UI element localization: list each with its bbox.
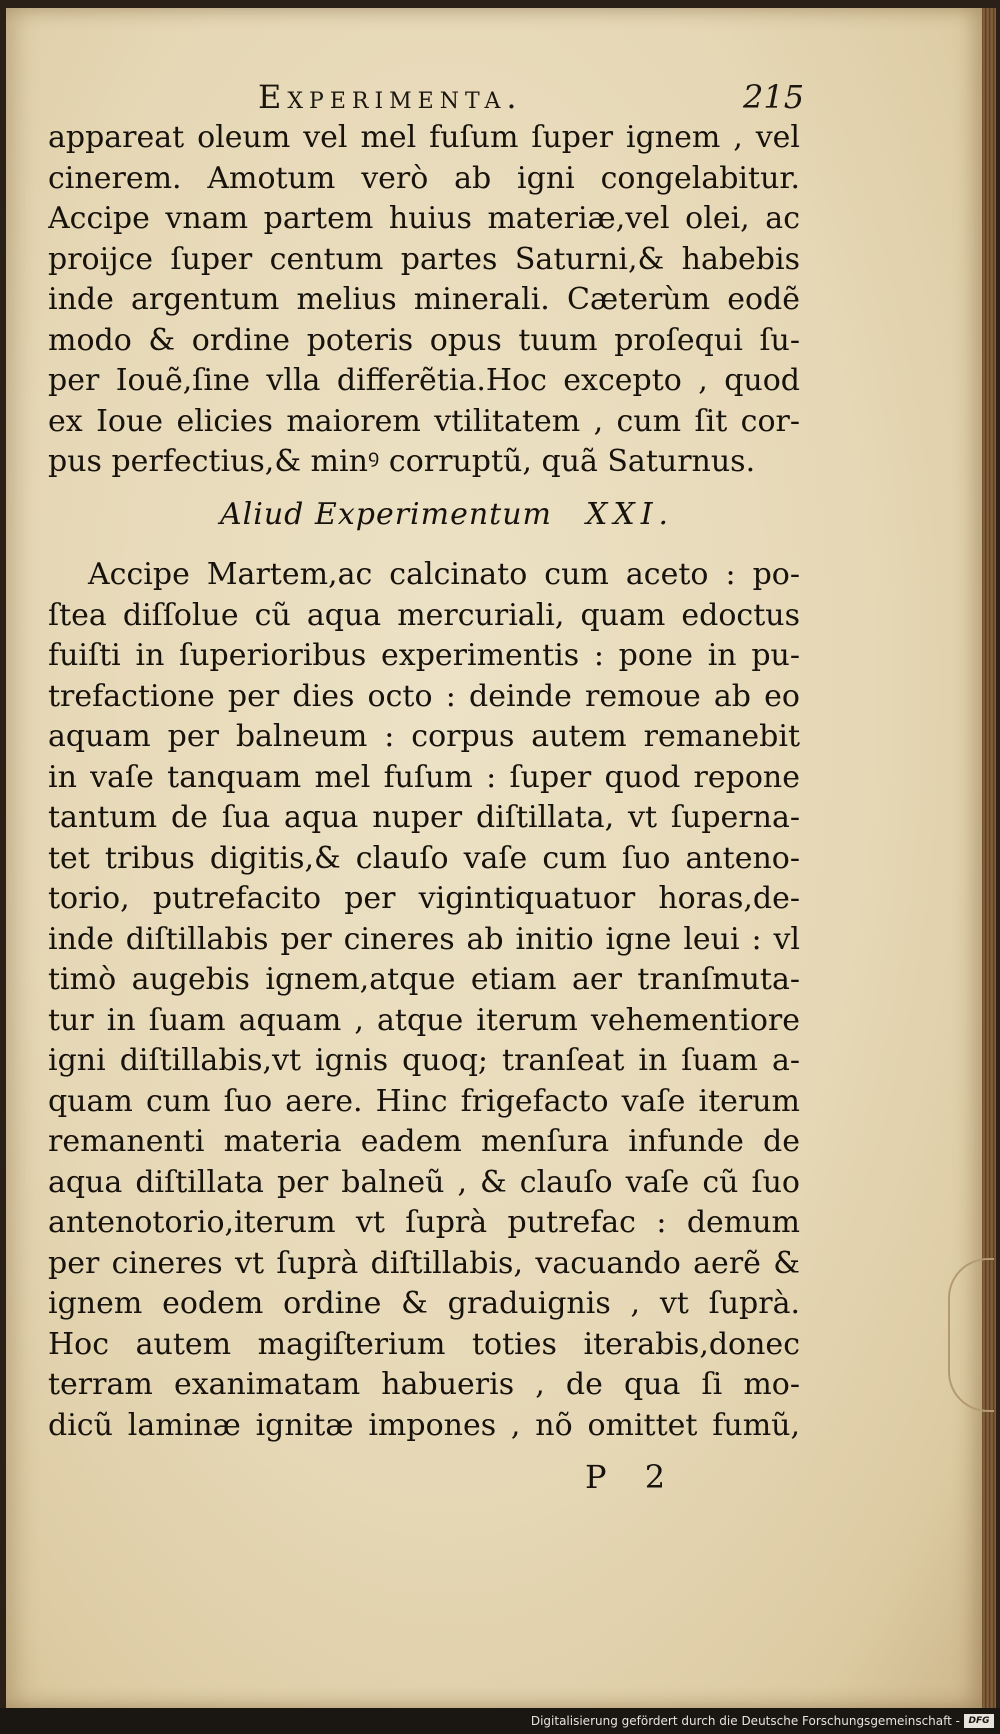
text-line: quam cum ſuo aere. Hinc frigefacto vaſe iterum <box>48 1083 800 1119</box>
text-line: per Iouẽ,ſine vlla differẽtia.Hoc excepto , quod <box>48 363 800 398</box>
running-head: Experimenta. <box>258 78 523 116</box>
text-line: timò augebis ignem,atque etiam aer tranſmuta- <box>48 962 800 997</box>
text-line: antenotorio,iterum vt ſuprà putrefac : demum <box>48 1205 800 1240</box>
text-line: igni diſtillabis,vt ignis quoq; tranſeat in ſuam a- <box>48 1043 800 1078</box>
page-curl-mark <box>948 1258 994 1412</box>
text-line: remanenti materia eadem menſura infunde de <box>48 1124 800 1159</box>
text-line: torio, putrefacito per vigintiquatuor horas,de- <box>48 881 800 916</box>
text-line: Hoc autem magiſterium toties iterabis,donec <box>48 1326 800 1362</box>
text-line: per cineres vt ſuprà diſtillabis, vacuando aerẽ & <box>48 1245 800 1281</box>
text-line: inde argentum melius minerali. Cæterùm eodẽ <box>48 282 800 317</box>
text-line: proijce ſuper centum partes Saturni,& habebis <box>48 241 800 277</box>
text-line: tur in ſuam aquam , atque iterum vehementiore <box>48 1002 800 1038</box>
text-line: Accipe Martem,ac calcinato cum aceto : po- <box>88 557 800 592</box>
signature-mark: P 2 <box>585 1458 680 1496</box>
text-line: Accipe vnam partem huius materiæ,vel olei, ac <box>48 201 800 236</box>
text-line: cinerem. Amotum verò ab igni congelabitur. <box>48 160 800 196</box>
text-line: terram exanimatam habueris , de qua ſi mo- <box>48 1367 800 1402</box>
text-line: tet tribus digitis,& clauſo vaſe cum ſuo anteno- <box>48 840 800 876</box>
page-header <box>48 78 808 118</box>
section-heading <box>220 497 674 532</box>
dfg-logo: DFG <box>964 1714 994 1728</box>
text-line: in vaſe tanquam mel fuſum : ſuper quod repone <box>48 759 800 795</box>
section-title: Aliud Experimentum <box>220 497 552 532</box>
text-line: aqua diſtillata per balneũ , & clauſo vaſe cũ ſuo <box>48 1164 800 1200</box>
text-line: aquam per balneum : corpus autem remanebit <box>48 719 800 754</box>
text-line: trefactione per dies octo : deinde remoue ab eo <box>48 678 800 714</box>
text-line: ignem eodem ordine & graduignis , vt ſuprà. <box>48 1286 800 1321</box>
text-line: ex Ioue elicies maiorem vtilitatem , cum ſit cor- <box>48 403 800 439</box>
text-line: ſtea diſſolue cũ aqua mercuriali, quam edoctus <box>48 597 800 633</box>
page-number: 215 <box>743 78 805 116</box>
text-block-experiment-21 <box>48 555 800 1446</box>
funding-credit: Digitalisierung gefördert durch die Deutsche Forschungsgemeinschaft - <box>530 1714 960 1728</box>
text-line: dicũ laminæ ignitæ impones , nõ omittet fumũ, <box>48 1407 800 1443</box>
section-number: XXI. <box>585 497 675 532</box>
digitization-footer <box>0 1708 1000 1734</box>
text-line: inde diſtillabis per cineres ab initio igne leui : vl <box>48 921 800 957</box>
text-line: tantum de ſua aqua nuper diſtillata, vt ſuperna- <box>48 800 800 835</box>
book-fore-edge <box>982 8 996 1708</box>
text-line: fuiſti in ſuperioribus experimentis : pone in pu- <box>48 638 800 673</box>
text-block-continuation <box>48 118 800 483</box>
text-line: pus perfectius,& minꝰ corruptũ, quã Saturnus. <box>48 444 756 479</box>
text-line: modo & ordine poteris opus tuum proſequi ſu- <box>48 322 800 358</box>
text-line: appareat oleum vel mel fuſum ſuper ignem , vel <box>48 120 800 155</box>
